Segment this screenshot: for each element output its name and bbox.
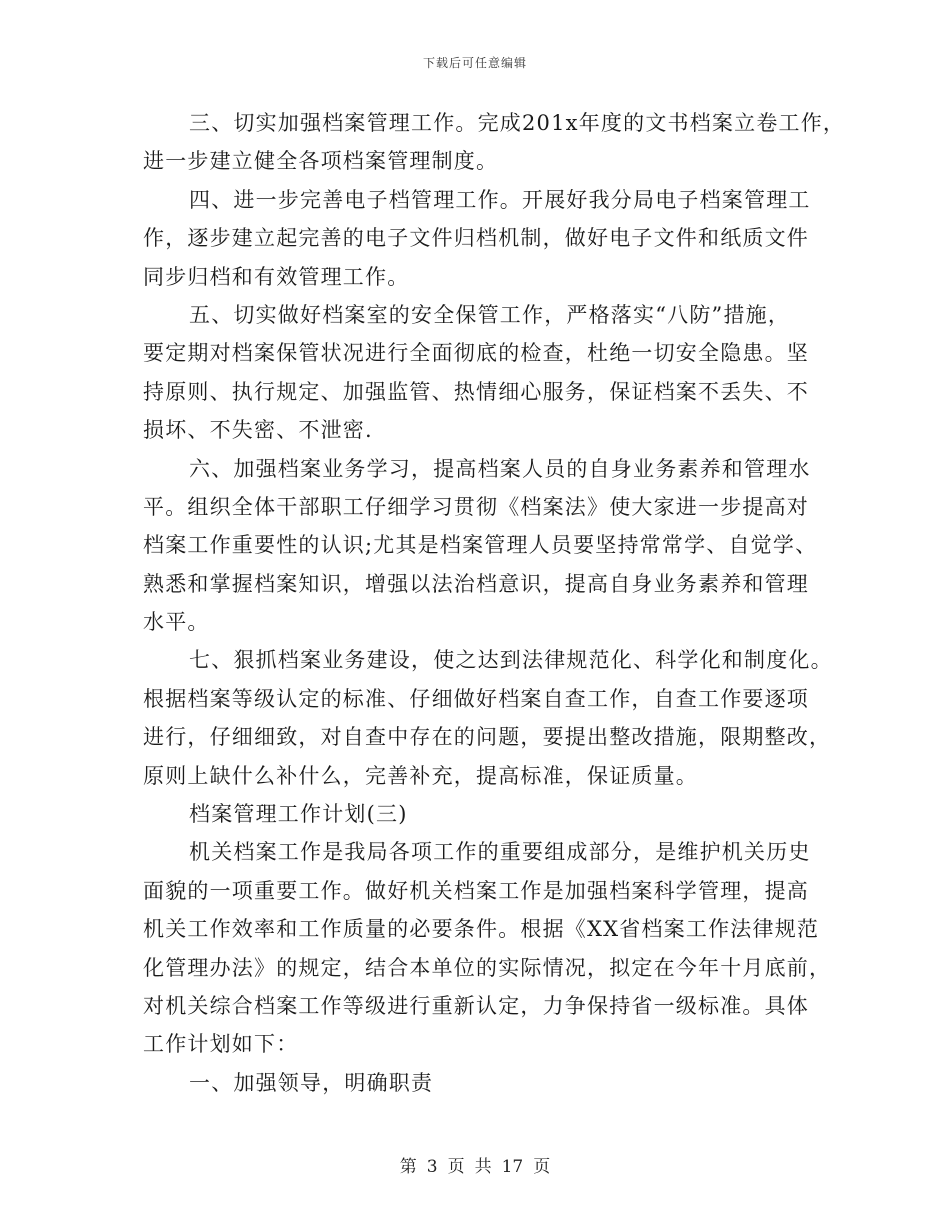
text-line: 化管理办法》的规定，结合本单位的实际情况，拟定在今年十月底前，	[143, 955, 832, 980]
text-line: 五、切实做好档案室的安全保管工作，严格落实“八防”措施，	[189, 302, 791, 327]
text-line: 平。组织全体干部职工仔细学习贯彻《档案法》使大家进一步提高对	[143, 494, 809, 519]
text-line: 工作计划如下：	[143, 1032, 299, 1057]
text-line: 持原则、执行规定、加强监管、热情细心服务，保证档案不丢失、不	[143, 379, 809, 404]
text-line: 根据档案等级认定的标准、仔细做好档案自查工作，自查工作要逐项	[143, 686, 809, 711]
text-line: 三、切实加强档案管理工作。完成201x年度的文书档案立卷工作，	[189, 111, 846, 135]
text-line: 水平。	[143, 610, 210, 635]
text-line: 档案工作重要性的认识;尤其是档案管理人员要坚持常常学、自觉学、	[143, 533, 818, 558]
text-line: 熟悉和掌握档案知识，增强以法治档意识，提高自身业务素养和管理	[143, 571, 809, 596]
footer-total-pages: 17	[501, 1157, 524, 1177]
text-line: 七、狠抓档案业务建设，使之达到法律规范化、科学化和制度化。	[189, 648, 833, 673]
footer-prefix: 第	[399, 1157, 417, 1177]
text-line: 进行，仔细细致，对自查中存在的问题，要提出整改措施，限期整改，	[143, 725, 832, 750]
text-line: 机关工作效率和工作质量的必要条件。根据《XX省档案工作法律规范	[143, 917, 820, 942]
text-line: 作，逐步建立起完善的电子文件归档机制，做好电子文件和纸质文件	[143, 226, 809, 251]
footer-page-label: 页	[447, 1157, 465, 1177]
text-line: 四、进一步完善电子档管理工作。开展好我分局电子档案管理工	[189, 187, 811, 212]
page-header: 下载后可任意编辑	[422, 56, 527, 70]
document-body	[143, 104, 846, 1102]
text-line: 一、加强领导，明确职责	[189, 1070, 434, 1095]
text-line: 机关档案工作是我局各项工作的重要组成部分，是维护机关历史	[189, 840, 811, 865]
page-footer	[0, 1152, 950, 1177]
text-line: 原则上缺什么补什么，完善补充，提高标准，保证质量。	[143, 763, 698, 788]
text-line: 档案管理工作计划(三)	[189, 802, 408, 827]
text-line: 同步归档和有效管理工作。	[143, 264, 410, 289]
text-line: 面貌的一项重要工作。做好机关档案工作是加强档案科学管理，提高	[143, 878, 809, 903]
footer-total-label: 共	[474, 1157, 492, 1177]
text-line: 要定期对档案保管状况进行全面彻底的检查，杜绝一切安全隐患。坚	[143, 341, 809, 366]
footer-current-page: 3	[426, 1157, 438, 1177]
text-line: 损坏、不失密、不泄密.	[143, 418, 373, 443]
text-line: 六、加强档案业务学习，提高档案人员的自身业务素养和管理水	[189, 456, 811, 481]
footer-suffix: 页	[533, 1157, 551, 1177]
text-line: 进一步建立健全各项档案管理制度。	[143, 149, 499, 174]
text-line: 对机关综合档案工作等级进行重新认定，力争保持省一级标准。具体	[143, 993, 809, 1018]
